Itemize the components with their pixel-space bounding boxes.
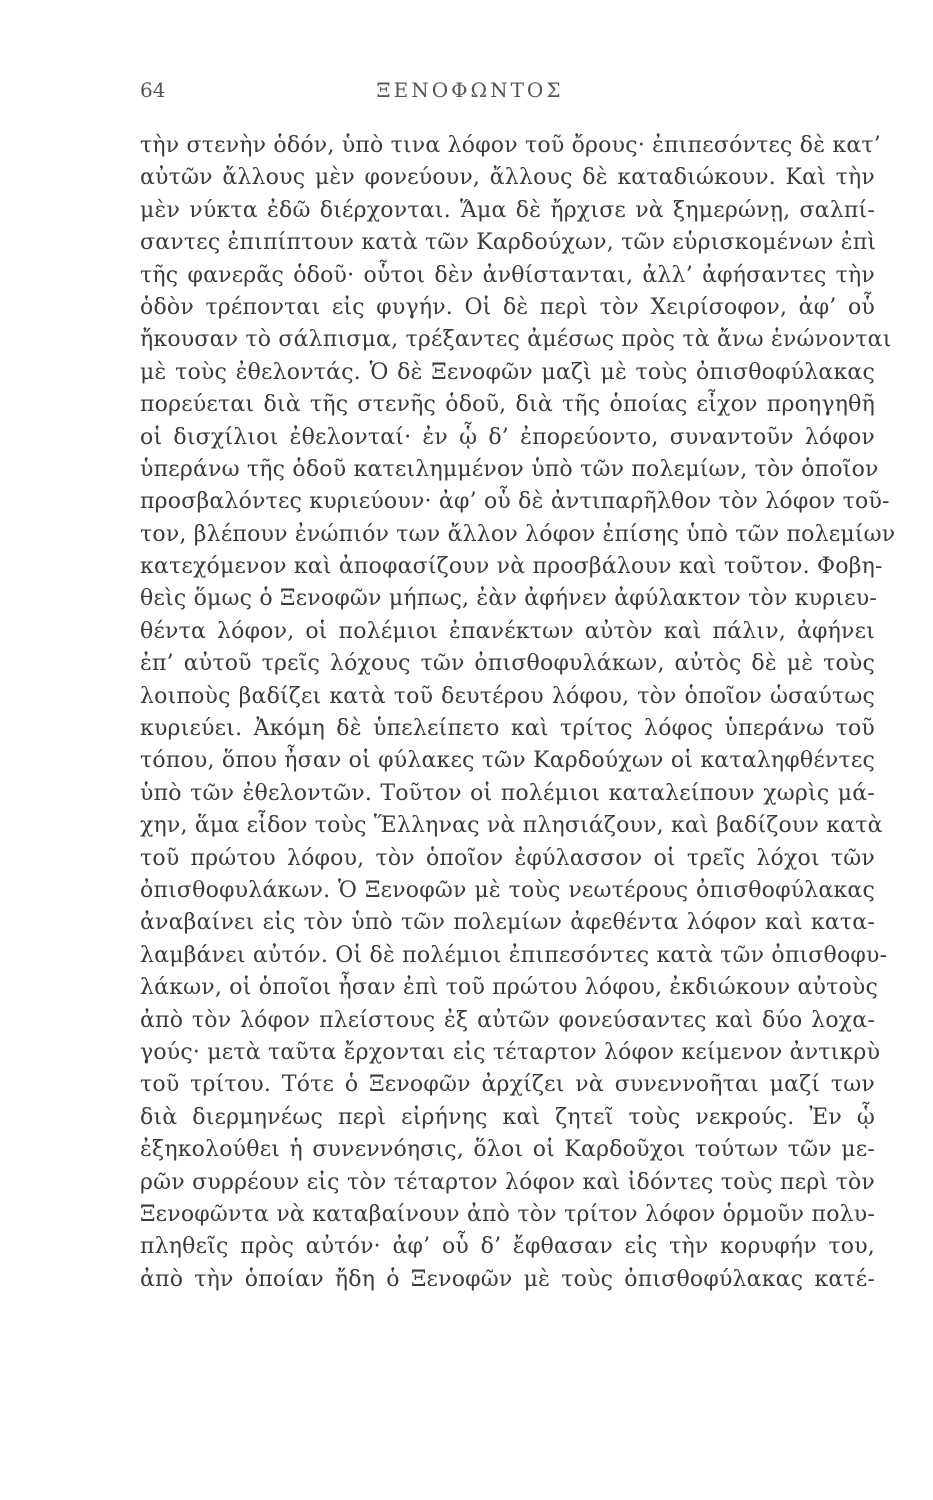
- text-line: θέντα λόφον, οἱ πολέμιοι ἐπανέκτων αὐτὸν καὶ πάλιν, ἀφήνει: [140, 618, 875, 644]
- text-line: τόπου, ὅπου ἦσαν οἱ φύλακες τῶν Καρδούχων οἱ καταληφθέντες: [140, 748, 875, 774]
- page-number: 64: [140, 78, 166, 102]
- text-line: ἐπ’ αὐτοῦ τρεῖς λόχους τῶν ὀπισθοφυλάκων, αὐτὸς δὲ μὲ τοὺς: [140, 651, 875, 677]
- text-line: τοῦ πρώτου λόφου, τὸν ὁποῖον ἐφύλασσον οἱ τρεῖς λόχοι τῶν: [140, 845, 875, 871]
- text-line: ἤκουσαν τὸ σάλπισμα, τρέξαντες ἀμέσως πρὸς τὰ ἄνω ἑνώνονται: [140, 327, 892, 353]
- page-header: [140, 78, 800, 112]
- text-line: σαντες ἐπιπίπτουν κατὰ τῶν Καρδούχων, τῶν εὑρισκομένων ἐπὶ: [140, 230, 877, 256]
- text-line: ὁδὸν τρέπονται εἰς φυγήν. Οἱ δὲ περὶ τὸν Χειρίσοφον, ἀφ’ οὗ: [140, 294, 875, 320]
- text-line: τὴν στενὴν ὁδόν, ὑπὸ τινα λόφον τοῦ ὄρους· ἐπιπεσόντες δὲ κατ’: [140, 133, 881, 158]
- text-line: κυριεύει. Ἀκόμη δὲ ὑπελείπετο καὶ τρίτος λόφος ὑπεράνω τοῦ: [140, 716, 875, 742]
- text-line: λοιποὺς βαδίζει κατὰ τοῦ δευτέρου λόφου, τὸν ὁποῖον ὡσαύτως: [140, 683, 875, 709]
- text-line: τῆς φανερᾶς ὁδοῦ· οὗτοι δὲν ἀνθίστανται, ἀλλ’ ἀφήσαντες τὴν: [140, 262, 875, 288]
- text-line: αὐτῶν ἄλλους μὲν φονεύουν, ἄλλους δὲ καταδιώκουν. Καὶ τὴν: [140, 165, 875, 191]
- text-line: γούς· μετὰ ταῦτα ἔρχονται εἰς τέταρτον λόφον κείμενον ἀντικρὺ: [140, 1039, 881, 1065]
- text-line: ἀπὸ τὴν ὁποίαν ἤδη ὁ Ξενοφῶν μὲ τοὺς ὀπισθοφύλακας κατέ-: [140, 1266, 875, 1292]
- text-line: λαμβάνει αὐτόν. Οἱ δὲ πολέμιοι ἐπιπεσόντες κατὰ τῶν ὀπισθοφυ-: [140, 942, 888, 968]
- text-line: ἀναβαίνει εἰς τὸν ὑπὸ τῶν πολεμίων ἀφεθέντα λόφον καὶ κατα-: [140, 910, 875, 936]
- running-head: ΞΕΝΟΦΩΝΤΟΣ: [376, 78, 564, 102]
- text-line: πορεύεται διὰ τῆς στενῆς ὁδοῦ, διὰ τῆς ὁποίας εἶχον προηγηθῆ: [140, 392, 875, 418]
- text-line: τον, βλέπουν ἐνώπιόν των ἄλλον λόφον ἐπίσης ὑπὸ τῶν πολεμίων: [140, 521, 896, 547]
- text-line: ὀπισθοφυλάκων. Ὁ Ξενοφῶν μὲ τοὺς νεωτέρους ὀπισθοφύλακας: [140, 877, 875, 903]
- text-line: πληθεῖς πρὸς αὐτόν· ἀφ’ οὗ δ’ ἔφθασαν εἰς τὴν κορυφήν του,: [140, 1234, 875, 1260]
- text-line: προσβαλόντες κυριεύουν· ἀφ’ οὗ δὲ ἀντιπαρῆλθον τὸν λόφον τοῦ-: [140, 489, 890, 515]
- body-text: [140, 130, 896, 1296]
- text-line: ἐξηκολούθει ἡ συνεννόησις, ὅλοι οἱ Καρδοῦχοι τούτων τῶν με-: [140, 1137, 875, 1163]
- text-line: ὑπὸ τῶν ἐθελοντῶν. Τοῦτον οἱ πολέμιοι καταλείπουν χωρὶς μά-: [140, 780, 875, 806]
- text-line: μὲ τοὺς ἐθελοντάς. Ὁ δὲ Ξενοφῶν μαζὶ μὲ τοὺς ὀπισθοφύλακας: [140, 359, 875, 385]
- text-line: κατεχόμενον καὶ ἀποφασίζουν νὰ προσβάλουν καὶ τοῦτον. Φοβη-: [140, 554, 883, 580]
- text-line: μὲν νύκτα ἐδῶ διέρχονται. Ἅμα δὲ ἤρχισε νὰ ξημερώνῃ, σαλπί-: [140, 197, 875, 223]
- text-line: διὰ διερμηνέως περὶ εἰρήνης καὶ ζητεῖ τοὺς νεκρούς. Ἐν ᾧ: [140, 1104, 875, 1130]
- text-line: ὑπεράνω τῆς ὁδοῦ κατειλημμένον ὑπὸ τῶν πολεμίων, τὸν ὁποῖον: [140, 456, 879, 482]
- text-line: λάκων, οἱ ὁποῖοι ἦσαν ἐπὶ τοῦ πρώτου λόφου, ἐκδιώκουν αὐτοὺς: [140, 975, 878, 1001]
- text-line: τοῦ τρίτου. Τότε ὁ Ξενοφῶν ἀρχίζει νὰ συνεννοῆται μαζί των: [140, 1072, 875, 1098]
- text-line: ρῶν συρρέουν εἰς τὸν τέταρτον λόφον καὶ ἰδόντες τοὺς περὶ τὸν: [140, 1169, 875, 1195]
- text-line: χην, ἅμα εἶδον τοὺς Ἕλληνας νὰ πλησιάζουν, καὶ βαδίζουν κατὰ: [140, 813, 883, 839]
- text-line: οἱ δισχίλιοι ἐθελονταί· ἐν ᾧ δ’ ἐπορεύοντο, συναντοῦν λόφον: [140, 424, 875, 450]
- text-line: ἀπὸ τὸν λόφον πλείστους ἐξ αὐτῶν φονεύσαντες καὶ δύο λοχα-: [140, 1007, 875, 1033]
- text-line: Ξενοφῶντα νὰ καταβαίνουν ἀπὸ τὸν τρίτον λόφον ὁρμοῦν πολυ-: [140, 1201, 875, 1227]
- text-line: θεὶς ὅμως ὁ Ξενοφῶν μήπως, ἐὰν ἀφήνεν ἀφύλακτον τὸν κυριευ-: [140, 586, 878, 612]
